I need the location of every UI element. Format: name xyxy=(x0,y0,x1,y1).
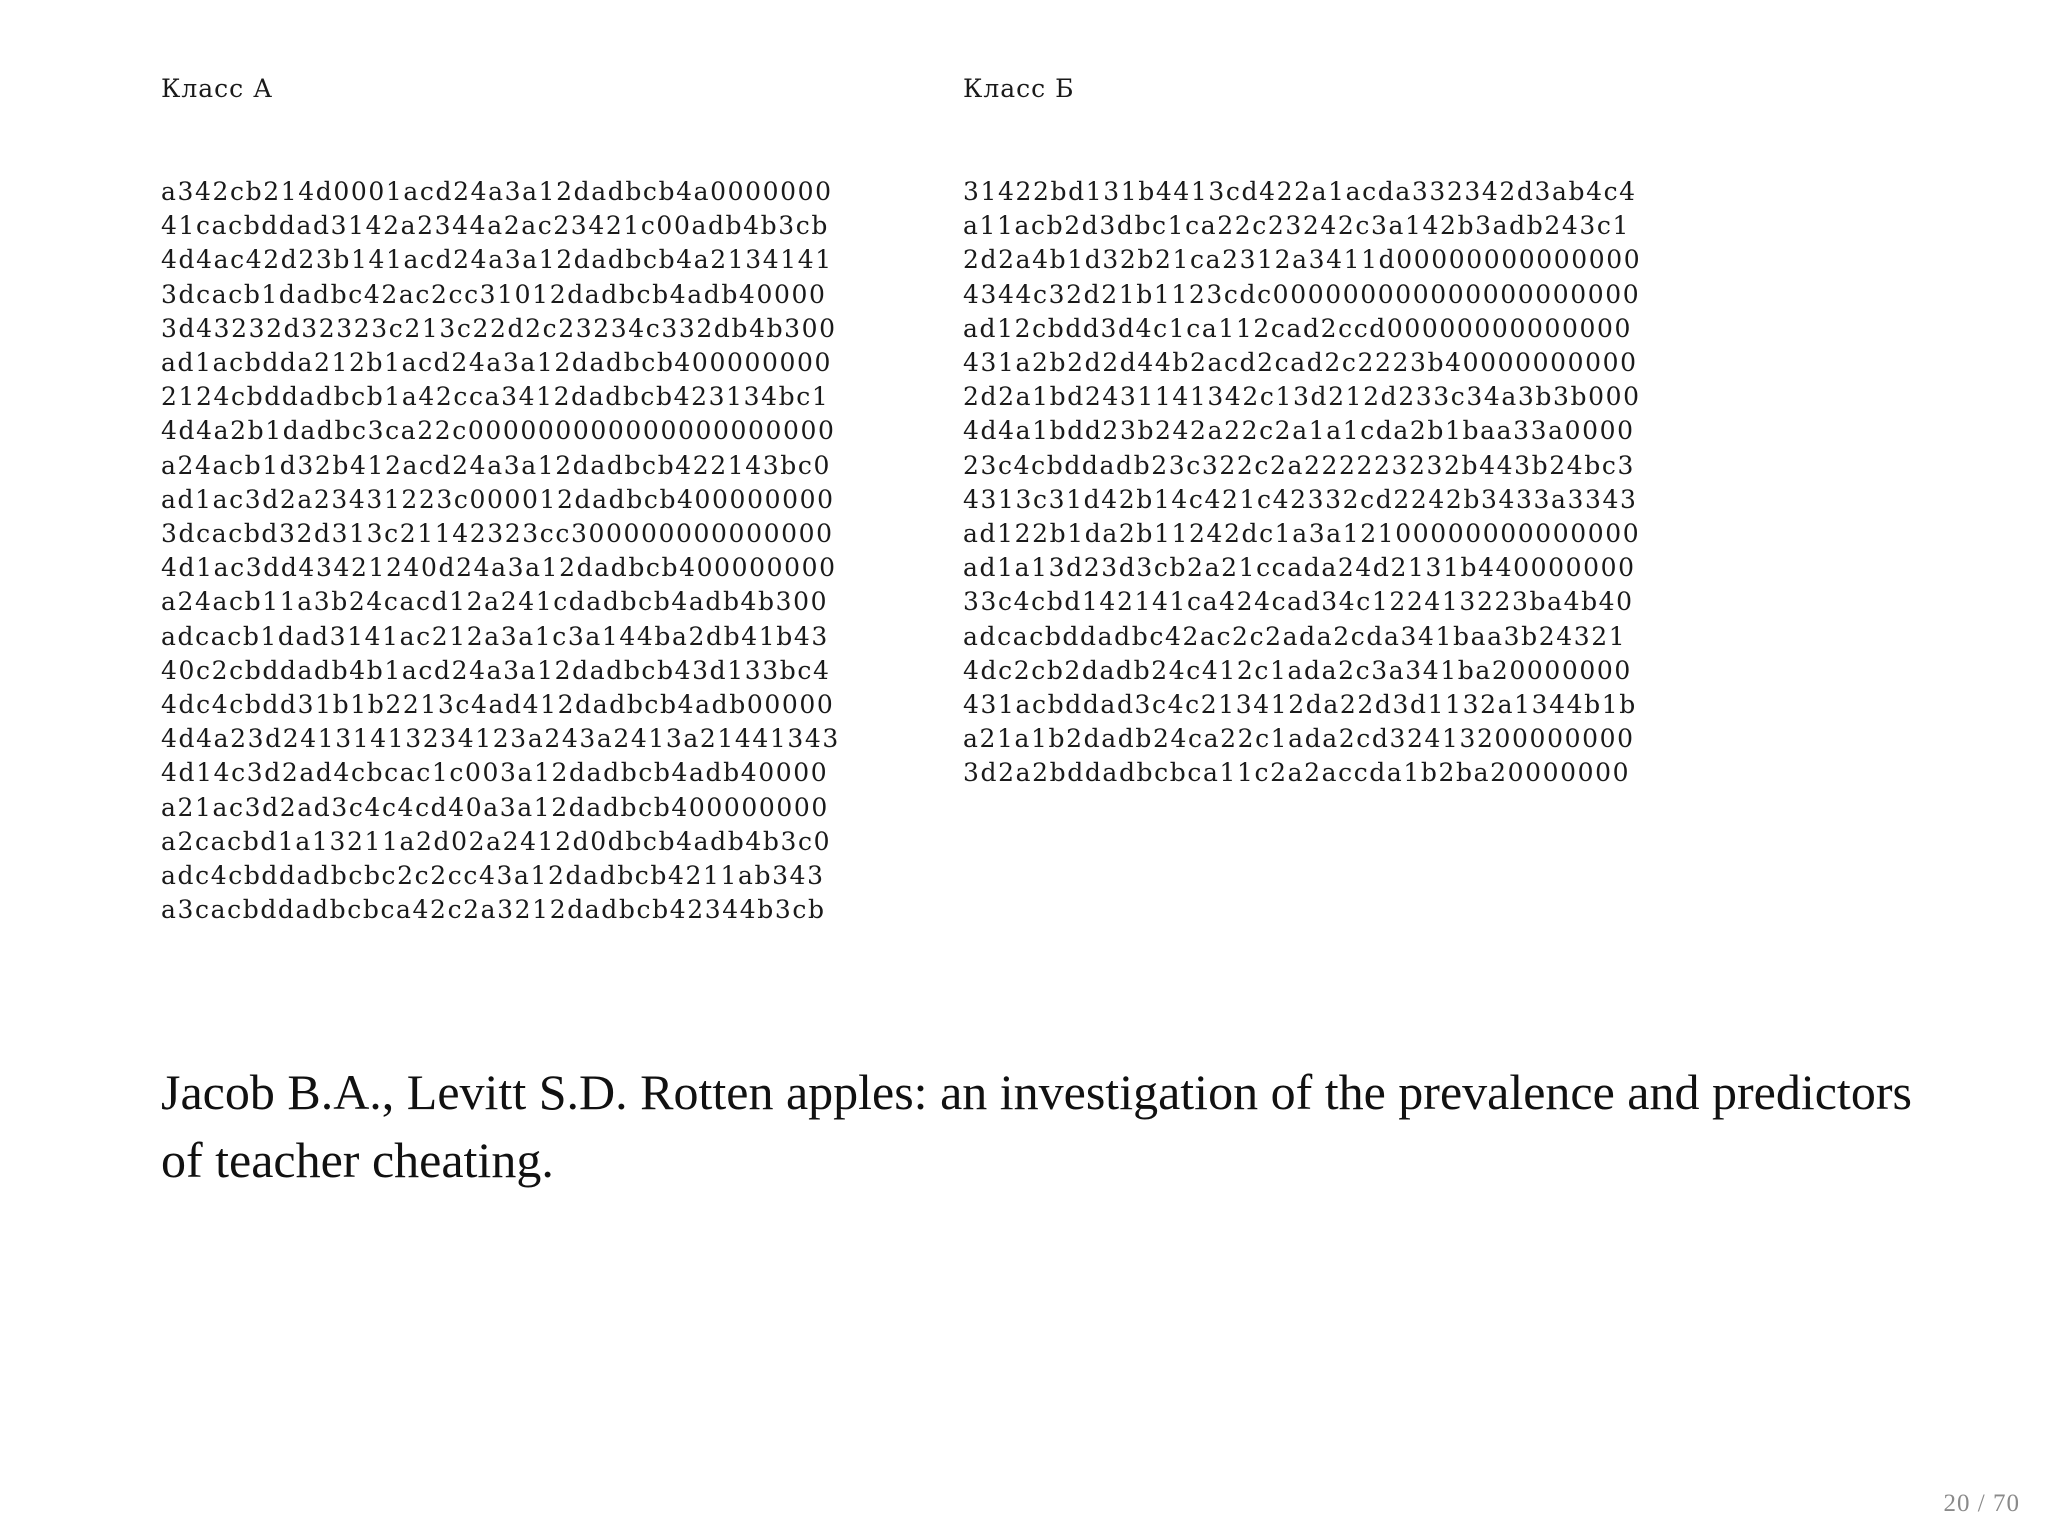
answer-string: ad122b1da2b11242dc1a3a12100000000000000 xyxy=(963,519,1641,549)
answer-string: 31422bd131b4413cd422a1acda332342d3ab4c4 xyxy=(963,177,1637,206)
answer-string: a2cacbd1a13211a2d02a2412d0dbcb4adb4b3c0 xyxy=(161,826,832,856)
answer-string: adcacbddadbc42ac2c2ada2cda341baa3b24321 xyxy=(963,621,1627,651)
page-number: 20 / 70 xyxy=(1943,1490,2020,1517)
answer-string: 3d43232d32323c213c22d2c23234c332db4b300 xyxy=(161,313,837,343)
citation-text: Jacob B.A., Levitt S.D. Rotten apples: an investigation of the prevalence and predictors of teacher cheating. xyxy=(161,1064,1912,1188)
answer-string: 23c4cbddadb23c322c2a222223232b443b24bc3 xyxy=(963,450,1635,480)
answer-string: a11acb2d3dbc1ca22c23242c3a142b3adb243c1 xyxy=(963,211,1630,241)
answer-string: 4dc2cb2dadb24c412c1ada2c3a341ba20000000 xyxy=(963,655,1632,685)
answer-string: 33c4cbd142141ca424cad34c122413223ba4b40 xyxy=(963,587,1634,617)
answer-string: 3dcacbd32d313c21142323cc300000000000000 xyxy=(161,519,834,549)
answer-string: 2d2a4b1d32b21ca2312a3411d00000000000000 xyxy=(963,245,1642,275)
class-b-answer-list xyxy=(963,175,1641,791)
answer-string: a24acb11a3b24cacd12a241cdadbcb4adb4b300 xyxy=(161,587,829,617)
answer-string: 431a2b2d2d44b2acd2cad2c2223b40000000000 xyxy=(963,348,1638,378)
answer-string: ad1ac3d2a23431223c000012dadbcb400000000 xyxy=(161,484,835,514)
answer-string: 4d4a1bdd23b242a22c2a1a1cda2b1baa33a0000 xyxy=(963,416,1635,446)
answer-string: a21ac3d2ad3c4c4cd40a3a12dadbcb400000000 xyxy=(161,792,829,822)
answer-string: 3d2a2bddadbcbca11c2a2accda1b2ba20000000 xyxy=(963,758,1631,788)
answer-string: 4d4ac42d23b141acd24a3a12dadbcb4a2134141 xyxy=(161,245,833,275)
answer-string: 4d4a23d24131413234123a243a2413a21441343 xyxy=(161,724,840,754)
answer-string: 40c2cbddadb4b1acd24a3a12dadbcb43d133bc4 xyxy=(161,655,831,685)
answer-string: 431acbddad3c4c213412da22d3d1132a1344b1b xyxy=(963,690,1637,720)
answer-string: ad1acbdda212b1acd24a3a12dadbcb400000000 xyxy=(161,348,832,378)
answer-string: 2124cbddadbcb1a42cca3412dadbcb423134bc1 xyxy=(161,382,830,412)
class-a-title: Класс А xyxy=(161,74,274,103)
answer-string: 2d2a1bd2431141342c13d212d233c34a3b3b000 xyxy=(963,382,1641,412)
answer-string: 4d4a2b1dadbc3ca22c000000000000000000000 xyxy=(161,416,836,446)
answer-string: 4313c31d42b14c421c42332cd2242b3433a3343 xyxy=(963,484,1638,514)
class-b-title: Класс Б xyxy=(963,74,1075,103)
answer-string: a21a1b2dadb24ca22c1ada2cd32413200000000 xyxy=(963,724,1635,754)
answer-string: adcacb1dad3141ac212a3a1c3a144ba2db41b43 xyxy=(161,621,829,651)
answer-string: 4dc4cbdd31b1b2213c4ad412dadbcb4adb00000 xyxy=(161,690,835,720)
answer-string: 3dcacb1dadbc42ac2cc31012dadbcb4adb40000 xyxy=(161,279,827,309)
answer-string: ad12cbdd3d4c1ca112cad2ccd00000000000000 xyxy=(963,313,1632,343)
answer-string: 4344c32d21b1123cdc000000000000000000000 xyxy=(963,279,1641,309)
answer-string: 4d1ac3dd43421240d24a3a12dadbcb400000000 xyxy=(161,553,837,583)
answer-string: adc4cbddadbcbc2c2cc43a12dadbcb4211ab343 xyxy=(161,861,825,891)
answer-string: 4d14c3d2ad4cbcac1c003a12dadbcb4adb40000 xyxy=(161,758,829,788)
answer-string: ad1a13d23d3cb2a21ccada24d2131b440000000 xyxy=(963,553,1636,583)
answer-string: a342cb214d0001acd24a3a12dadbcb4a0000000 xyxy=(161,177,833,206)
answer-string: a3cacbddadbcbca42c2a3212dadbcb42344b3cb xyxy=(161,895,826,925)
class-a-answer-list xyxy=(161,175,840,927)
class-a-column xyxy=(161,72,840,925)
answer-string: a24acb1d32b412acd24a3a12dadbcb422143bc0 xyxy=(161,450,831,480)
answer-string: 41cacbddad3142a2344a2ac23421c00adb4b3cb xyxy=(161,211,829,241)
class-b-column xyxy=(963,72,1642,788)
